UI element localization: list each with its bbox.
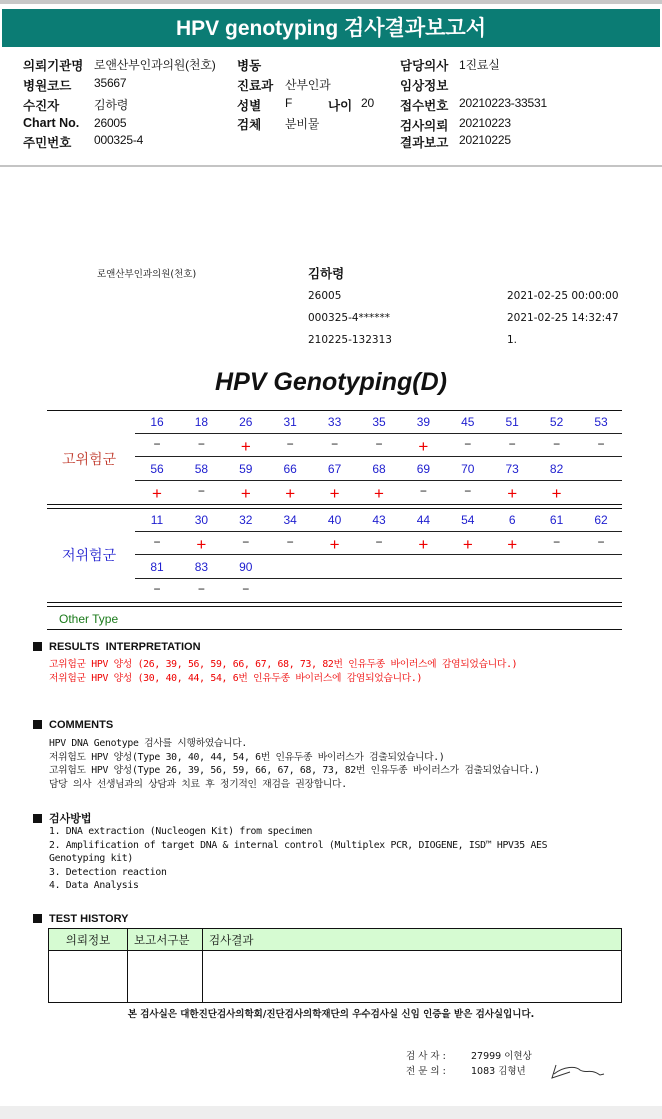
positive-result: + [329, 535, 340, 554]
genotype-number: 39 [416, 415, 431, 429]
row-divider [135, 480, 622, 481]
dept-value: 산부인과 [285, 78, 331, 92]
report-id: 000325-4****** [308, 312, 391, 324]
genotype-number: 61 [549, 513, 564, 527]
positive-result: + [551, 484, 562, 503]
genotype-number: 30 [194, 513, 209, 527]
positive-result: + [507, 484, 518, 503]
positive-result: + [285, 484, 296, 503]
genotype-number: 73 [505, 462, 519, 476]
history-heading: TEST HISTORY [33, 913, 128, 925]
positive-result: + [329, 484, 340, 503]
genotype-number: 52 [549, 415, 564, 429]
positive-result: + [196, 535, 207, 554]
chart-label: Chart No. [23, 116, 80, 130]
doctor-label: 담당의사 [400, 59, 449, 73]
high-risk-label: 고위험군 [62, 452, 117, 468]
table-top-line [47, 410, 622, 411]
negative-result: − [153, 437, 161, 451]
negative-result: − [375, 535, 383, 549]
negative-result: − [419, 484, 427, 498]
genotype-number: 51 [505, 415, 519, 429]
doctor-value: 1진료실 [459, 58, 500, 72]
genotype-number: 68 [372, 462, 386, 476]
negative-result: − [553, 437, 561, 451]
square-bullet-icon [33, 720, 42, 729]
negative-result: − [331, 437, 339, 451]
genotype-number: 83 [194, 560, 209, 574]
chart-value: 26005 [94, 116, 127, 130]
certification-note: 본 검사실은 대한진단검사의학회/진단검사의학재단의 우수검사실 신임 인증을 받은 검사실입니다. [127, 1009, 535, 1020]
genotype-number: 81 [150, 560, 164, 574]
report-date-label: 결과보고 [400, 136, 449, 150]
negative-result: − [153, 535, 161, 549]
sex-label: 성별 [237, 99, 262, 113]
age-label: 나이 [328, 99, 353, 113]
positive-result: + [240, 437, 251, 456]
tester-label: 검 사 자 : [406, 1051, 446, 1062]
clinical-info-label: 임상정보 [400, 79, 449, 93]
positive-result: + [418, 535, 429, 554]
square-bullet-icon [33, 914, 42, 923]
age-value: 20 [361, 96, 374, 110]
genotype-number: 53 [594, 415, 608, 429]
report-date-value: 20210225 [459, 133, 511, 147]
genotyping-title: HPV Genotyping(D) [215, 368, 447, 396]
report-date-2: 2021-02-25 14:32:47 [507, 312, 619, 324]
positive-result: + [418, 437, 429, 456]
table-bottom-line [47, 629, 622, 630]
report-date-1: 2021-02-25 00:00:00 [507, 290, 619, 302]
history-col-type: 보고서구분 [128, 929, 203, 951]
genotype-number: 66 [283, 462, 297, 476]
row-divider [135, 554, 622, 555]
genotype-number: 26 [239, 415, 253, 429]
hospital-code-value: 35667 [94, 76, 127, 90]
genotype-number: 11 [150, 513, 164, 527]
report-title-banner: HPV genotyping 검사결과보고서 [2, 9, 660, 47]
specialist-value: 1083 김형년 [471, 1066, 526, 1077]
negative-result: − [508, 437, 516, 451]
negative-result: − [464, 484, 472, 498]
comments-lines: HPV DNA Genotype 검사를 시행하였습니다. 저위험도 HPV 양성(Type 30, 40, 44, 54, 6번 인유두종 바이러스가 검출되었습니다.) 고위험도 HPV 양성(Type 26, 39, 56, 59, 66, 67, 68, 73, 82번 인유두종 바이러스가 검출되었습니다.) 담당 의사 선생님과의 상담과 치료 후 정기적인 재검을 권장합니다. [49, 738, 540, 790]
genotype-number: 34 [283, 513, 297, 527]
row-divider [135, 456, 622, 457]
request-date-label: 검사의뢰 [400, 119, 449, 133]
report-patient-name: 김하령 [308, 266, 345, 281]
history-cell [203, 951, 622, 1003]
genotype-number: 33 [327, 415, 342, 429]
group-divider [47, 508, 622, 509]
comments-heading: COMMENTS [33, 719, 113, 731]
specimen-value: 분비물 [285, 117, 320, 131]
tester-value: 27999 이현상 [471, 1051, 532, 1062]
negative-result: − [597, 535, 605, 549]
history-cell [49, 951, 128, 1003]
genotype-number: 32 [239, 513, 253, 527]
square-bullet-icon [33, 642, 42, 651]
genotype-number: 16 [150, 415, 164, 429]
top-border [0, 0, 662, 4]
receipt-value: 20210223-33531 [459, 96, 547, 110]
genotype-number: 18 [194, 415, 209, 429]
patient-value: 김하령 [94, 98, 129, 112]
positive-result: + [462, 535, 473, 554]
negative-result: − [197, 582, 205, 596]
patient-label: 수진자 [23, 99, 60, 113]
genotype-number: 54 [461, 513, 475, 527]
report-chart: 26005 [308, 290, 342, 302]
report-code: 210225-132313 [308, 334, 392, 346]
hospital-code-label: 병원코드 [23, 79, 72, 93]
negative-result: − [286, 437, 294, 451]
bottom-band [0, 1106, 662, 1119]
square-bullet-icon [33, 814, 42, 823]
interpretation-lines: 고위험군 HPV 양성 (26, 39, 56, 59, 66, 67, 68, 73, 82번 인유두종 바이러스에 감염되었습니다.) 저위험군 HPV 양성 (30, 40, 44, 54, 6번 인유두종 바이러스에 감염되었습니다.) [49, 659, 518, 684]
negative-result: − [553, 535, 561, 549]
report-number: 1. [507, 334, 518, 346]
report-clinic: 로앤산부인과의원(천호) [97, 269, 197, 280]
negative-result: − [286, 535, 294, 549]
negative-result: − [464, 437, 472, 451]
request-date-value: 20210223 [459, 116, 511, 130]
genotype-number: 90 [239, 560, 253, 574]
requester-label: 의뢰기관명 [23, 59, 84, 73]
genotype-number: 62 [594, 513, 608, 527]
negative-result: − [197, 437, 205, 451]
group-divider [47, 602, 622, 603]
positive-result: + [240, 484, 251, 503]
requester-value: 로앤산부인과의원(천호) [94, 58, 216, 72]
genotype-number: 67 [327, 462, 342, 476]
negative-result: − [153, 582, 161, 596]
low-risk-label: 저위험군 [62, 548, 117, 564]
genotype-number: 35 [372, 415, 386, 429]
genotype-number: 56 [150, 462, 164, 476]
test-history-table [48, 928, 622, 1003]
genotype-number: 82 [549, 462, 564, 476]
genotype-number: 58 [194, 462, 209, 476]
genotype-number: 45 [461, 415, 475, 429]
genotype-number: 44 [416, 513, 431, 527]
method-lines: 1. DNA extraction (Nucleogen Kit) from specimen 2. Amplification of target DNA & internal control (Multiplex PCR, DIOGENE, ISD™ HPV35 AES Genotyping kit) 3. Detection reaction 4. Data Analysis [49, 826, 548, 892]
group-divider [47, 606, 622, 607]
genotype-number: 69 [416, 462, 431, 476]
id-value: 000325-4 [94, 133, 144, 147]
id-label: 주민번호 [23, 136, 72, 150]
interpretation-heading: RESULTS INTERPRETATION [33, 641, 201, 653]
negative-result: − [597, 437, 605, 451]
other-type-label: Other Type [59, 612, 119, 626]
row-divider [135, 433, 622, 434]
history-col-result: 검사결과 [203, 929, 622, 951]
genotype-number: 6 [508, 513, 516, 527]
sex-value: F [285, 96, 293, 110]
genotype-number: 70 [461, 462, 475, 476]
specimen-label: 검체 [237, 118, 262, 132]
genotype-number: 59 [239, 462, 253, 476]
genotype-number: 31 [283, 415, 297, 429]
patient-info-panel [0, 47, 662, 167]
genotype-number: 43 [372, 513, 386, 527]
history-col-request: 의뢰정보 [49, 929, 128, 951]
receipt-label: 접수번호 [400, 99, 449, 113]
positive-result: + [374, 484, 384, 503]
negative-result: − [375, 437, 383, 451]
dept-label: 진료과 [237, 79, 274, 93]
group-divider [47, 504, 622, 505]
positive-result: + [507, 535, 518, 554]
row-divider [135, 531, 622, 532]
specialist-label: 전 문 의 : [406, 1066, 446, 1077]
negative-result: − [242, 582, 250, 596]
method-heading: 검사방법 [33, 810, 92, 826]
positive-result: + [152, 484, 162, 503]
negative-result: − [242, 535, 250, 549]
signature-image [550, 1060, 606, 1082]
genotype-number: 40 [327, 513, 342, 527]
negative-result: − [197, 484, 205, 498]
ward-label: 병동 [237, 59, 262, 73]
row-divider [135, 578, 622, 579]
history-cell [128, 951, 203, 1003]
